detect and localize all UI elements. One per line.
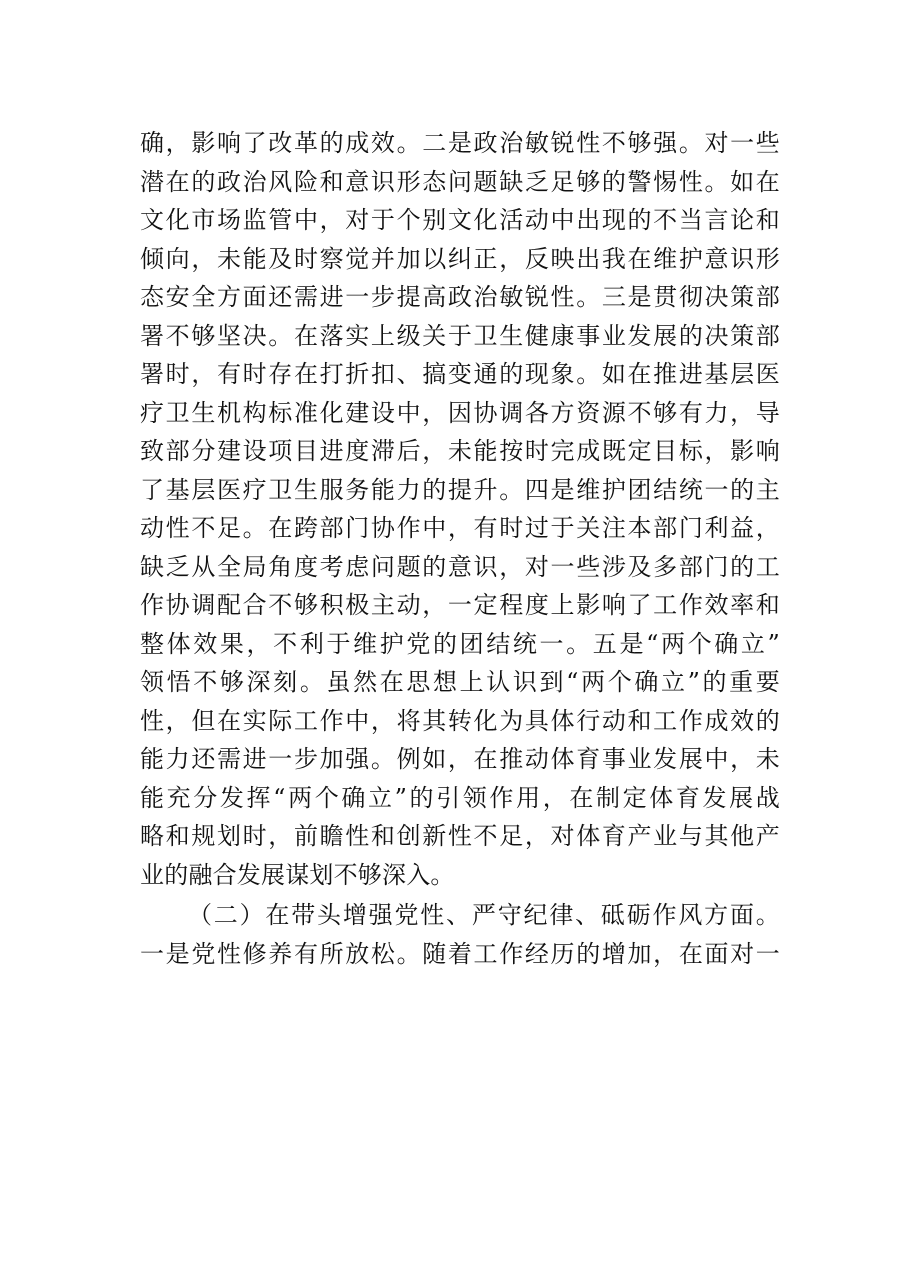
paragraph-1 xyxy=(140,124,780,894)
text-line: 整体效果，不利于维护党的团结统一。五是“两个确立” xyxy=(140,629,780,658)
text-line: 缺乏从全局角度考虑问题的意识，对一些涉及多部门的工 xyxy=(140,552,780,581)
text-line: 署时，有时存在打折扣、搞变通的现象。如在推进基层医 xyxy=(140,360,780,388)
text-line: 能充分发挥“两个确立”的引领作用，在制定体育发展战 xyxy=(140,783,780,812)
text-line: 性，但在实际工作中，将其转化为具体行动和工作成效的 xyxy=(140,706,780,735)
text-line: 署不够坚决。在落实上级关于卫生健康事业发展的决策部 xyxy=(140,321,780,350)
text-line: 动性不足。在跨部门协作中，有时过于关注本部门利益， xyxy=(140,514,780,542)
document-body xyxy=(140,124,780,973)
section-heading: （二）在带头增强党性、严守纪律、砥砺作风方面。 xyxy=(188,901,780,929)
text-line: 领悟不够深刻。虽然在思想上认识到“两个确立”的重要 xyxy=(140,668,780,696)
text-line: 业的融合发展谋划不够深入。 xyxy=(140,860,455,889)
text-line: 略和规划时，前瞻性和创新性不足，对体育产业与其他产 xyxy=(140,822,780,850)
text-line: 了基层医疗卫生服务能力的提升。四是维护团结统一的主 xyxy=(140,475,780,504)
text-line: 倾向，未能及时察觉并加以纠正，反映出我在维护意识形 xyxy=(140,244,780,273)
text-line: 态安全方面还需进一步提高政治敏锐性。三是贯彻决策部 xyxy=(140,283,780,311)
text-line: 一是党性修养有所放松。随着工作经历的增加，在面对一 xyxy=(140,939,780,968)
text-line: 作协调配合不够积极主动，一定程度上影响了工作效率和 xyxy=(140,591,780,619)
text-line: 确，影响了改革的成效。二是政治敏锐性不够强。对一些 xyxy=(140,129,780,157)
text-line: 潜在的政治风险和意识形态问题缺乏足够的警惕性。如在 xyxy=(140,167,780,196)
text-line: 疗卫生机构标准化建设中，因协调各方资源不够有力，导 xyxy=(140,398,780,427)
text-line: 致部分建设项目进度滞后，未能按时完成既定目标，影响 xyxy=(140,437,780,465)
text-line: 能力还需进一步加强。例如，在推动体育事业发展中，未 xyxy=(140,745,780,773)
text-line: 文化市场监管中，对于个别文化活动中出现的不当言论和 xyxy=(140,206,780,234)
paragraph-2 xyxy=(140,896,780,973)
